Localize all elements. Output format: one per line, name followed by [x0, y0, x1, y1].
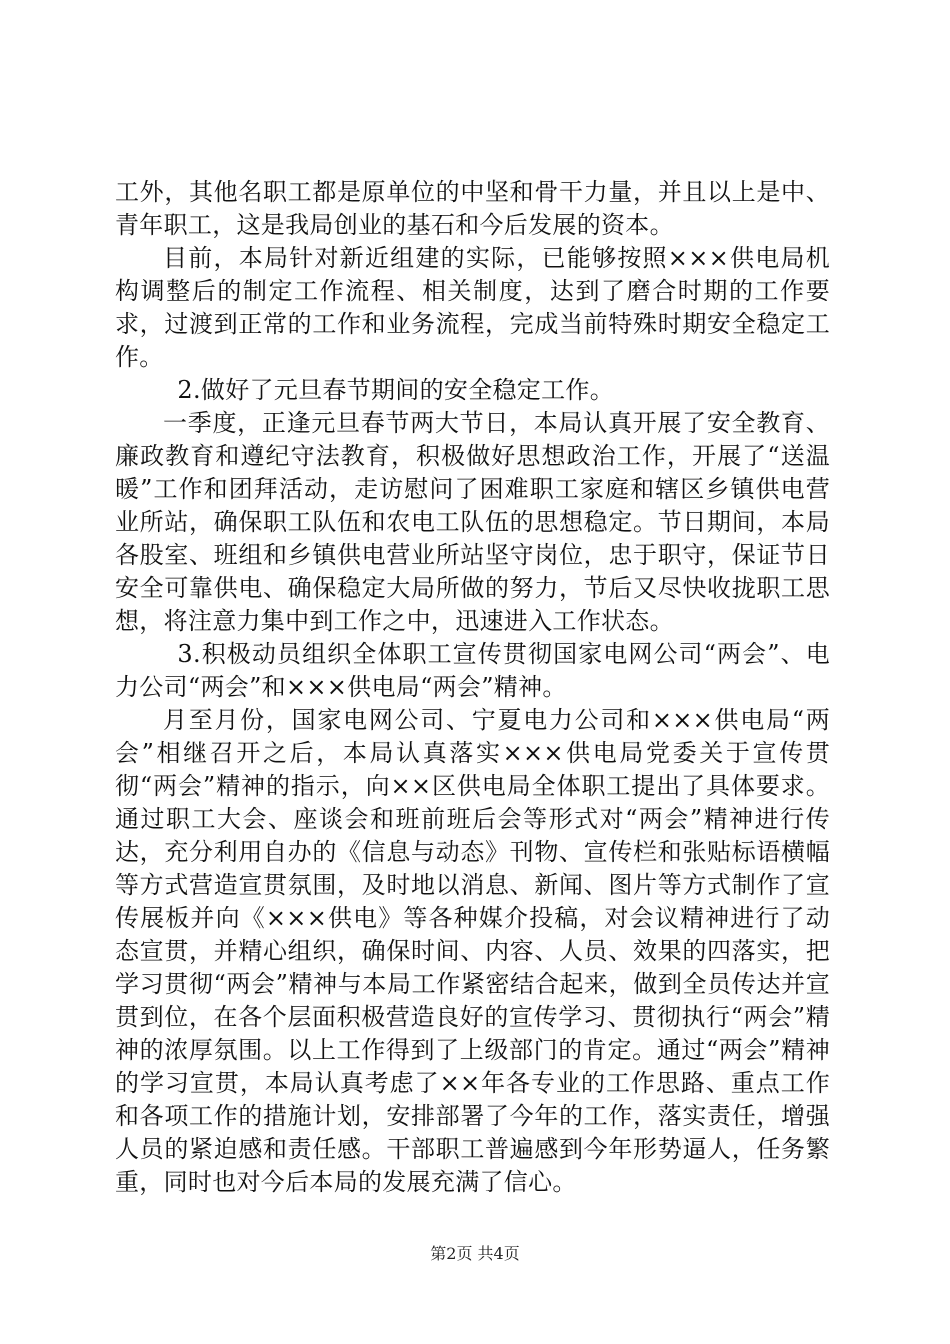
paragraph-1: 工外，其他名职工都是原单位的中坚和骨干力量，并且以上是中、青年职工，这是我局创业的基石和今后发展的资本。 [115, 178, 830, 239]
section-heading-3: 3.积极动员组织全体职工宣传贯彻国家电网公司“两会”、电力公司“两会”和×××供电局“两会”精神。 [115, 640, 830, 701]
section-heading-2: 2.做好了元旦春节期间的安全稳定工作。 [177, 376, 614, 404]
page-number-footer: 第2页 共4页 [430, 1244, 520, 1263]
document-body [115, 176, 830, 1199]
paragraph-4: 一季度，正逢元旦春节两大节日，本局认真开展了安全教育、廉政教育和遵纪守法教育，积极做好思想政治工作，开展了“送温暖”工作和团拜活动，走访慰问了困难职工家庭和辖区乡镇供电营业所站，确保职工队伍和农电工队伍的思想稳定。节日期间，本局各股室、班组和乡镇供电营业所站坚守岗位，忠于职守，保证节日安全可靠供电、确保稳定大局所做的努力，节后又尽快收拢职工思想，将注意力集中到工作之中，迅速进入工作状态。 [115, 409, 830, 635]
paragraph-2: 目前，本局针对新近组建的实际，已能够按照×××供电局机构调整后的制定工作流程、相关制度，达到了磨合时期的工作要求，过渡到正常的工作和业务流程，完成当前特殊时期安全稳定工作。 [115, 244, 830, 371]
paragraph-6: 月至月份，国家电网公司、宁夏电力公司和×××供电局“两会”相继召开之后，本局认真落实×××供电局党委关于宣传贯彻“两会”精神的指示，向××区供电局全体职工提出了具体要求。通过职工大会、座谈会和班前班后会等形式对“两会”精神进行传达，充分利用自办的《信息与动态》刊物、宣传栏和张贴标语横幅等方式营造宣贯氛围，及时地以消息、新闻、图片等方式制作了宣传展板并向《×××供电》等各种媒介投稿，对会议精神进行了动态宣贯，并精心组织，确保时间、内容、人员、效果的四落实，把学习贯彻“两会”精神与本局工作紧密结合起来，做到全员传达并宣贯到位，在各个层面积极营造良好的宣传学习、贯彻执行“两会”精神的浓厚氛围。以上工作得到了上级部门的肯定。通过“两会”精神的学习宣贯，本局认真考虑了××年各专业的工作思路、重点工作和各项工作的措施计划，安排部署了今年的工作，落实责任，增强人员的紧迫感和责任感。干部职工普遍感到今年形势逼人，任务繁重，同时也对今后本局的发展充满了信心。 [115, 706, 830, 1196]
